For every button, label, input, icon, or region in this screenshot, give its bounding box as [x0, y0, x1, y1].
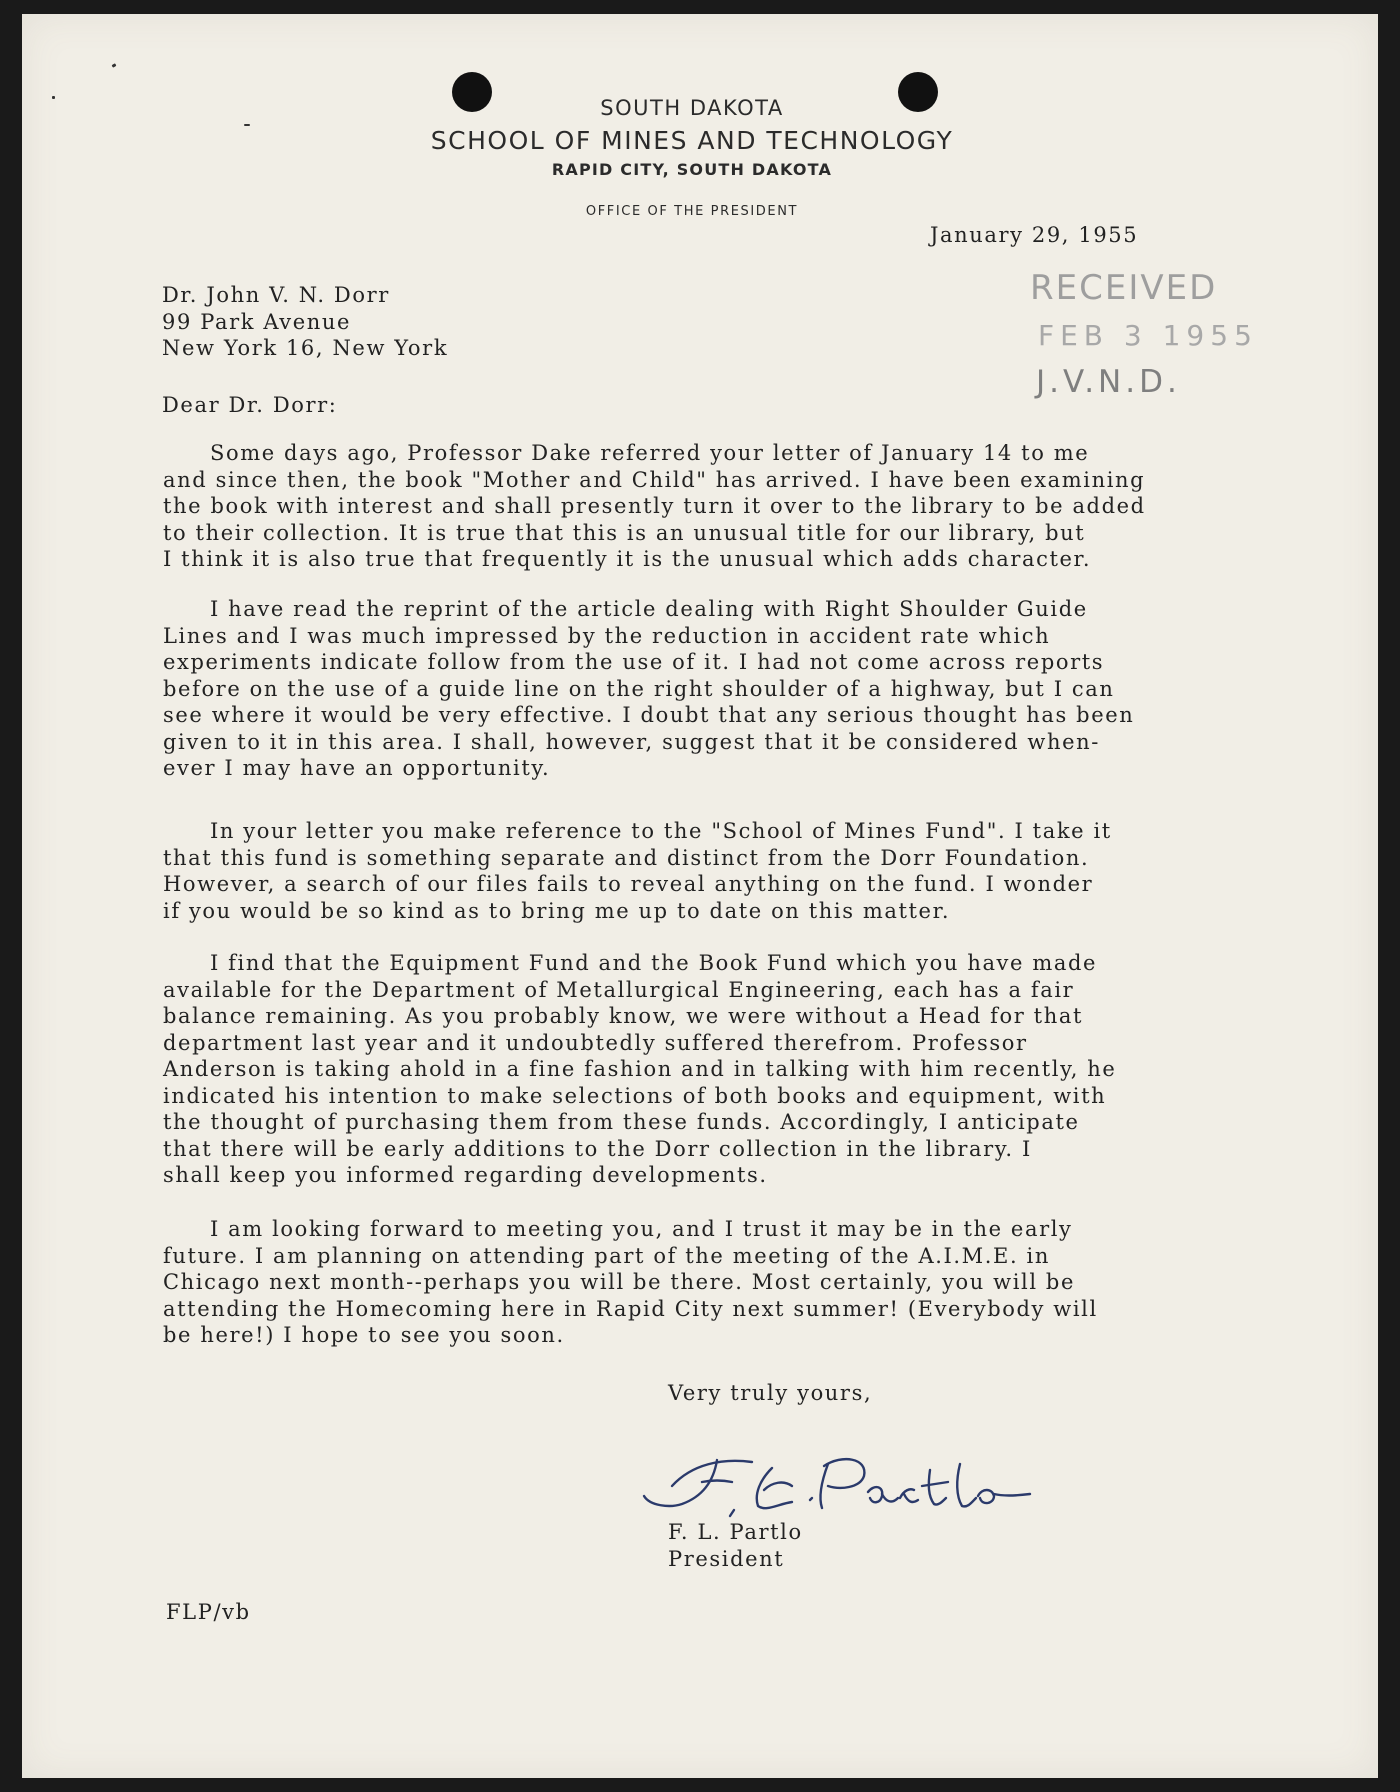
received-stamp-initials: J.V.N.D. [1036, 364, 1181, 400]
paragraph [163, 440, 1383, 573]
paragraph [163, 1216, 1383, 1349]
received-stamp-date: FEB 3 1955 [1038, 319, 1258, 352]
letterhead-city: RAPID CITY, SOUTH DAKOTA [551, 160, 833, 179]
paragraph-line: experiments indicate follow from the use of it. I had not come across reports [163, 650, 1105, 674]
paragraph-line: see where it would be very effective. I doubt that any serious thought has been [163, 703, 1135, 727]
paragraph-line: given to it in this area. I shall, however, suggest that it be considered when- [163, 729, 1100, 754]
salutation: Dear Dr. Dorr: [162, 393, 338, 417]
recipient-street: 99 Park Avenue [162, 309, 352, 334]
letterhead-office: OFFICE OF THE PRESIDENT [585, 204, 799, 219]
paragraph-line: if you would be so kind as to bring me up to date on this matter. [163, 898, 951, 923]
paragraph-line: be here!) I hope to see you soon. [163, 1323, 565, 1347]
letterhead-state: SOUTH DAKOTA [600, 96, 784, 120]
paragraph-line: However, a search of our files fails to reveal anything on the fund. I wonder [163, 872, 1094, 896]
handwritten-signature [642, 1424, 1042, 1524]
paragraph-line: shall keep you informed regarding developments. [163, 1163, 768, 1187]
paragraph-line: that this fund is something separate and distinct from the Dorr Foundation. [163, 845, 1090, 870]
received-stamp: RECEIVED [1030, 268, 1218, 308]
paragraph-line: attending the Homecoming here in Rapid City next summer! (Everybody will [163, 1296, 1098, 1321]
paragraph [163, 596, 1383, 782]
paragraph-line: I have read the reprint of the article dealing with Right Shoulder Guide [210, 597, 1088, 621]
paragraph-line: before on the use of a guide line on the right shoulder of a highway, but I can [163, 676, 1115, 701]
paragraph-line: Lines and I was much impressed by the reduction in accident rate which [163, 623, 1051, 648]
paragraph-line: the thought of purchasing them from these funds. Accordingly, I anticipate [163, 1110, 1080, 1134]
paragraph-line: I think it is also true that frequently it is the unusual which adds character. [163, 547, 1092, 571]
paragraph-line: that there will be early additions to the Dorr collection in the library. I [163, 1136, 1032, 1161]
paragraph-line: balance remaining. As you probably know, we were without a Head for that [163, 1004, 1083, 1028]
letter-page [22, 14, 1378, 1778]
paragraph-line: Some days ago, Professor Dake referred your letter of January 14 to me [210, 441, 1090, 465]
paragraph-line: available for the Department of Metallurgical Engineering, each has a fair [163, 977, 1075, 1002]
letter-date: January 29, 1955 [930, 223, 1139, 247]
paragraph-line: future. I am planning on attending part of the meeting of the A.I.M.E. in [163, 1243, 1050, 1268]
letterhead-school: SCHOOL OF MINES AND TECHNOLOGY [430, 126, 954, 155]
paper-speck [112, 63, 117, 68]
recipient-city: New York 16, New York [162, 336, 449, 360]
closing: Very truly yours, [668, 1381, 873, 1405]
paragraph [163, 818, 1383, 924]
paragraph-line: In your letter you make reference to the "School of Mines Fund". I take it [210, 819, 1112, 843]
signer-name: F. L. Partlo [668, 1520, 803, 1544]
recipient-address [162, 282, 448, 362]
reference-initials: FLP/vb [166, 1600, 251, 1624]
paragraph-line: the book with interest and shall presently turn it over to the library to be added [163, 494, 1146, 518]
paragraph [163, 950, 1383, 1189]
signer-title: President [668, 1547, 785, 1571]
paragraph-line: and since then, the book "Mother and Child" has arrived. I have been examining [163, 467, 1146, 492]
paragraph-line: Anderson is taking ahold in a fine fashion and in talking with him recently, he [163, 1057, 1117, 1081]
paragraph-line: I find that the Equipment Fund and the Book Fund which you have made [210, 951, 1098, 975]
paragraph-line: to their collection. It is true that this is an unusual title for our library, but [163, 520, 1086, 545]
paragraph-line: I am looking forward to meeting you, and I trust it may be in the early [210, 1217, 1073, 1241]
paragraph-line: ever I may have an opportunity. [163, 756, 551, 780]
recipient-name: Dr. John V. N. Dorr [162, 283, 390, 307]
paragraph-line: Chicago next month--perhaps you will be there. Most certainly, you will be [163, 1270, 1075, 1294]
paragraph-line: department last year and it undoubtedly suffered therefrom. Professor [163, 1030, 1028, 1055]
paragraph-line: indicated his intention to make selections of both books and equipment, with [163, 1083, 1107, 1108]
